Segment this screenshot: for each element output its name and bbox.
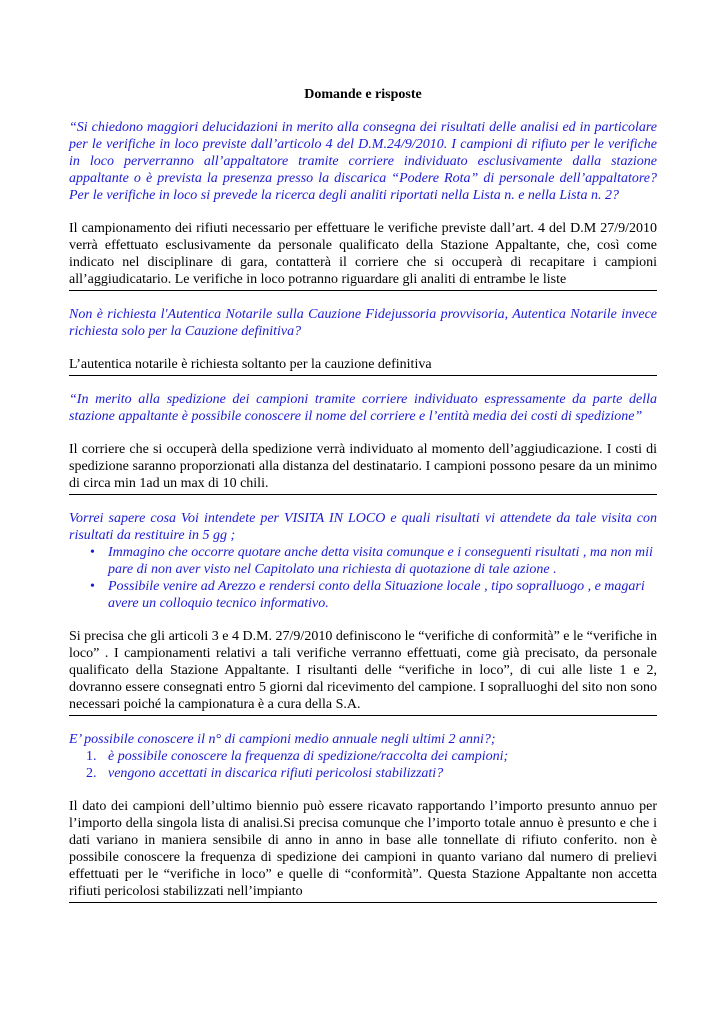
question-1: “Si chiedono maggiori delucidazioni in merito alla consegna dei risultati delle analisi ed in particolare per le verifiche in loco previste dall’articolo 4 del D.M.24/9/2010. I campioni di rifiuto per le verifiche in loco perverranno all’appaltatore tramite corriere individuato esclusivamente dalla stazione appaltante o è prevista la presenza presso la discarica “Podere Rota” di personale dell’appaltatore? Per le verifiche in loco si prevede la ricerca degli analiti riportati nella Lista n. e nella Lista n. 2? <box>69 120 657 203</box>
bullet-icon: • <box>90 545 95 560</box>
list-item <box>86 765 657 782</box>
document-page <box>69 86 657 903</box>
question-5: E’ possibile conoscere il n° di campioni medio annuale negli ultimi 2 anni?; <box>69 732 496 747</box>
list-number: 2. <box>86 766 97 781</box>
question-5-numbered-list <box>69 748 657 782</box>
list-text: vengono accettati in discarica rifiuti pericolosi stabilizzati? <box>108 766 444 781</box>
list-item <box>90 544 657 578</box>
qa-block-2 <box>69 306 657 376</box>
question-4: Vorrei sapere cosa Voi intendete per VISITA IN LOCO e quali risultati vi attendete da tale visita con risultati da restituire in 5 gg ; <box>69 511 657 543</box>
qa-block-1 <box>69 119 657 291</box>
list-item <box>86 748 657 765</box>
bullet-text: Immagino che occorre quotare anche detta visita comunque e i conseguenti risultati , ma non mii pare di non aver visto nel Capitolato una richiesta di quotazione di tale azione . <box>108 545 653 577</box>
question-2: Non è richiesta l'Autentica Notarile sulla Cauzione Fidejussoria provvisoria, Autentica Notarile invece richiesta solo per la Cauzione definitiva? <box>69 307 657 339</box>
answer-5: Il dato dei campioni dell’ultimo biennio può essere ricavato rapportando l’importo presunto annuo per l’importo della singola lista di analisi.Si precisa comunque che l’importo totale annuo è presunto e che i dati variano in maniera sensibile di anno in anno in base alle tonnellate di rifiuto conferito. non è possibile conoscere la frequenza di spedizione dei campioni in quanto variano dal numero di prelievi effettuati per le “verifiche in loco” e quelle di “conformità”. Questa Stazione Appaltante non accetta rifiuti pericolosi stabilizzati nell’impianto <box>69 798 657 903</box>
page-title: Domande e risposte <box>304 87 422 102</box>
answer-1: Il campionamento dei rifiuti necessario per effettuare le verifiche previste dall’art. 4 del D.M 27/9/2010 verrà effettuato esclusivamente da personale qualificato della Stazione Appaltante, che, così come indicato nel disciplinare di gara, contatterà il corriere che si occuperà di recapitare i campioni all’aggiudicatario. Le verifiche in loco potranno riguardare gli analiti di entrambe le liste <box>69 220 657 291</box>
qa-block-3 <box>69 391 657 495</box>
bullet-text: Possibile venire ad Arezzo e rendersi conto della Situazione locale , tipo sopralluogo , e magari avere un colloquio tecnico informativo. <box>108 579 645 611</box>
question-3: “In merito alla spedizione dei campioni tramite corriere individuato espressamente da parte della stazione appaltante è possibile conoscere il nome del corriere e l’entità media dei costi di spedizione” <box>69 392 657 424</box>
answer-2: L’autentica notarile è richiesta soltanto per la cauzione definitiva <box>69 356 657 376</box>
qa-block-4 <box>69 510 657 716</box>
bullet-icon: • <box>90 579 95 594</box>
qa-block-5 <box>69 731 657 903</box>
question-4-bullet-list <box>69 544 657 612</box>
answer-3: Il corriere che si occuperà della spedizione verrà individuato al momento dell’aggiudicazione. I costi di spedizione saranno proporzionati alla distanza del destinatario. I campioni possono pesare da un minimo di circa min 1ad un max di 10 chili. <box>69 441 657 495</box>
list-number: 1. <box>86 749 97 764</box>
list-item <box>90 578 657 612</box>
list-text: è possibile conoscere la frequenza di spedizione/raccolta dei campioni; <box>108 749 509 764</box>
answer-4: Si precisa che gli articoli 3 e 4 D.M. 27/9/2010 definiscono le “verifiche di conformità” e le “verifiche in loco” . I campionamenti relativi a tali verifiche verranno effettuati, come già precisato, da personale qualificato della Stazione Appaltante. I risultanti delle “verifiche in loco”, di cui alle liste 1 e 2, dovranno essere consegnati entro 5 giorni dal ricevimento del campione. I sopralluoghi del sito non sono necessari poiché la campionatura è a cura della S.A. <box>69 628 657 716</box>
